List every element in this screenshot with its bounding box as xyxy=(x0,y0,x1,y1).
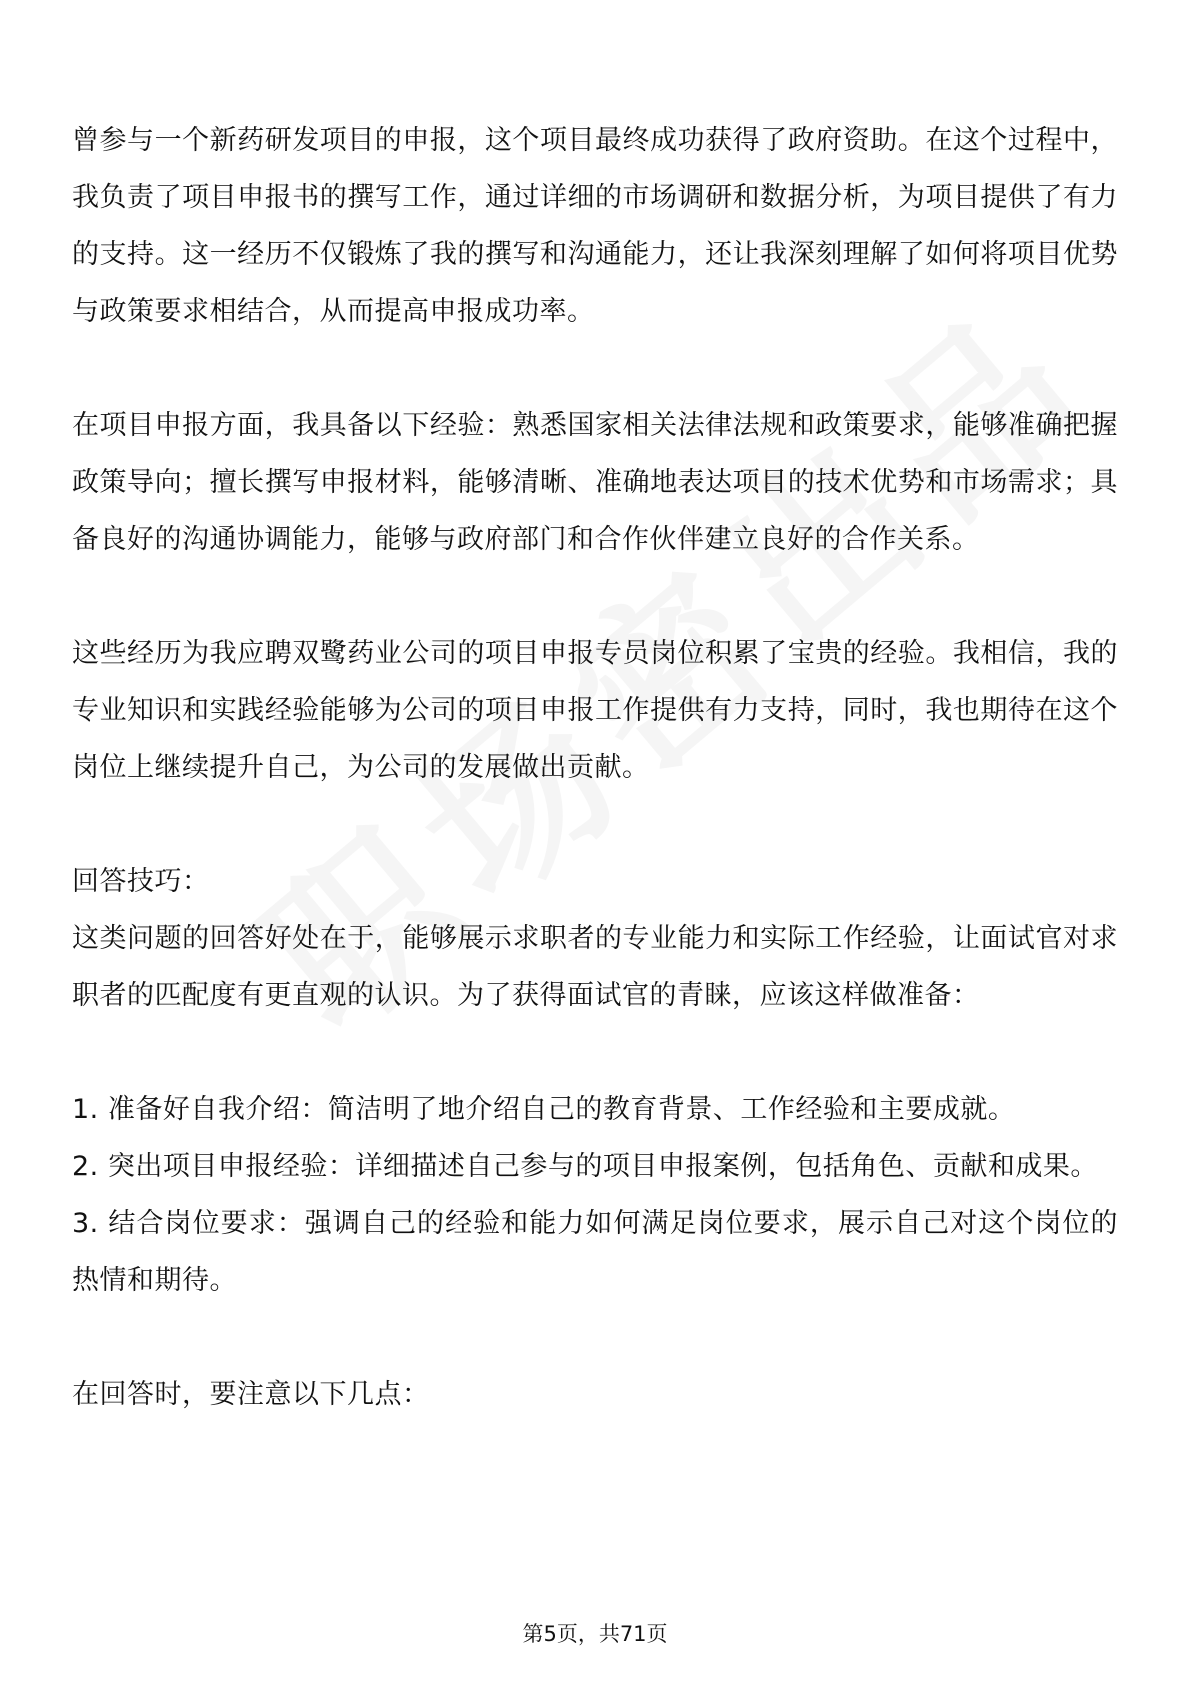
spacer xyxy=(72,1024,1118,1081)
paragraph-conclusion: 这些经历为我应聘双鹭药业公司的项目申报专员岗位积累了宝贵的经验。我相信，我的专业知识和实践经验能够为公司的项目申报工作提供有力支持，同时，我也期待在这个岗位上继续提升自己，为公司的发展做出贡献。 xyxy=(72,638,1118,783)
paragraph-project-experience: 曾参与一个新药研发项目的申报，这个项目最终成功获得了政府资助。在这个过程中，我负责了项目申报书的撰写工作，通过详细的市场调研和数据分析，为项目提供了有力的支持。这一经历不仅锻炼了我的撰写和沟通能力，还让我深刻理解了如何将项目优势与政策要求相结合，从而提高申报成功率。 xyxy=(72,125,1118,327)
page-number: 第5页，共71页 xyxy=(522,1622,668,1646)
spacer xyxy=(72,796,1118,853)
tips-intro: 这类问题的回答好处在于，能够展示求职者的专业能力和实际工作经验，让面试官对求职者的匹配度有更直观的认识。为了获得面试官的青睐，应该这样做准备： xyxy=(72,923,1118,1011)
spacer xyxy=(72,568,1118,625)
list-item: 3. 结合岗位要求：强调自己的经验和能力如何满足岗位要求，展示自己对这个岗位的热情和期待。 xyxy=(72,1208,1118,1296)
list-item: 2. 突出项目申报经验：详细描述自己参与的项目申报案例，包括角色、贡献和成果。 xyxy=(72,1151,1098,1182)
paragraph-application-experience: 在项目申报方面，我具备以下经验：熟悉国家相关法律法规和政策要求，能够准确把握政策导向；擅长撰写申报材料，能够清晰、准确地表达项目的技术优势和市场需求；具备良好的沟通协调能力，能够与政府部门和合作伙伴建立良好的合作关系。 xyxy=(72,410,1118,555)
closing-paragraph: 在回答时，要注意以下几点： xyxy=(72,1379,430,1410)
spacer xyxy=(72,340,1118,397)
document-body xyxy=(72,112,1118,1423)
list-item: 1. 准备好自我介绍：简洁明了地介绍自己的教育背景、工作经验和主要成就。 xyxy=(72,1094,1016,1125)
spacer xyxy=(72,1309,1118,1366)
tips-heading: 回答技巧： xyxy=(72,866,210,897)
tips-list xyxy=(72,1081,1118,1309)
